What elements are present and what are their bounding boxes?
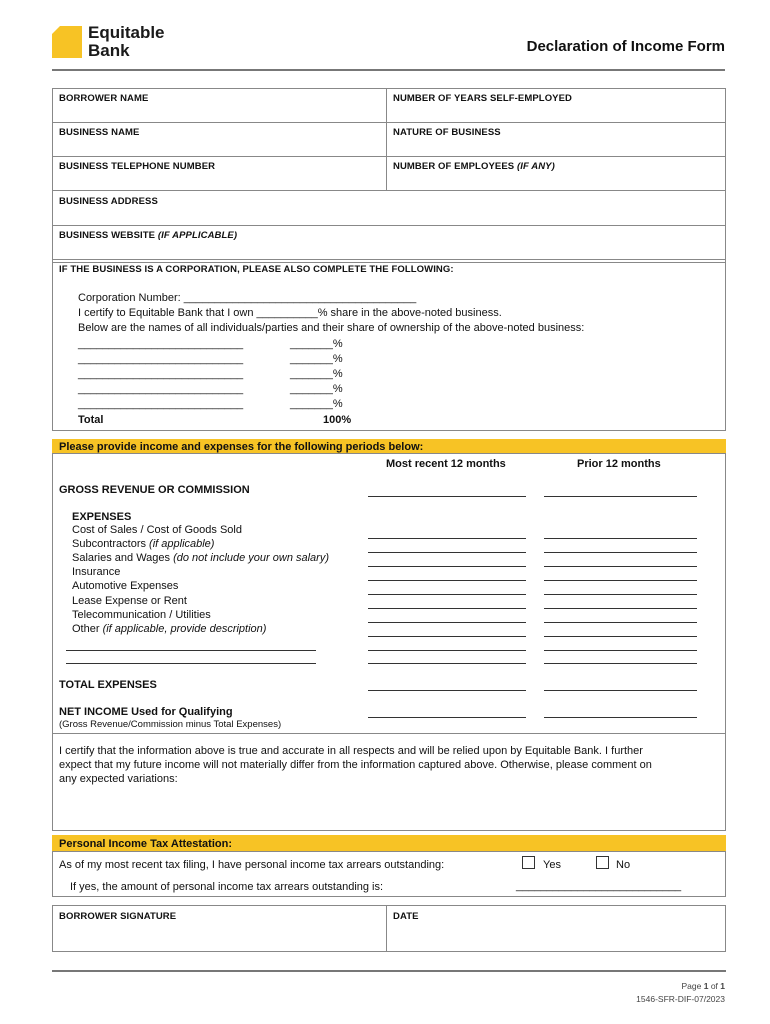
expense-label: Subcontractors (if applicable) bbox=[72, 538, 215, 550]
expense-prior-input[interactable] bbox=[544, 663, 697, 664]
ownership-total-label: Total bbox=[78, 414, 104, 426]
years-self-employed-field[interactable] bbox=[393, 93, 572, 104]
gross-revenue-prior-input[interactable] bbox=[544, 496, 697, 497]
grid-divider bbox=[52, 190, 726, 191]
business-website-label: BUSINESS WEBSITE bbox=[59, 230, 156, 241]
years-self-employed-label: NUMBER OF YEARS SELF-EMPLOYED bbox=[393, 93, 573, 104]
expense-label: Other (if applicable, provide description) bbox=[72, 623, 267, 635]
business-name-field[interactable] bbox=[59, 127, 139, 138]
nature-of-business-field[interactable] bbox=[393, 127, 501, 138]
owner-share-field[interactable]: _______% bbox=[290, 368, 343, 380]
brand-name-line1: Equitable bbox=[88, 23, 165, 42]
tax-arrears-yes-label: Yes bbox=[543, 859, 561, 871]
gross-revenue-label: GROSS REVENUE OR COMMISSION bbox=[59, 484, 250, 496]
signature-divider bbox=[386, 905, 387, 952]
tax-arrears-no-checkbox[interactable] bbox=[596, 856, 609, 869]
owner-share-field[interactable]: _______% bbox=[290, 398, 343, 410]
expenses-heading: EXPENSES bbox=[72, 511, 132, 523]
form-code: 1546-SFR-DIF-07/2023 bbox=[636, 994, 725, 1004]
owner-share-field[interactable]: _______% bbox=[290, 353, 343, 365]
other-description-input[interactable] bbox=[66, 663, 316, 664]
expense-recent-input[interactable] bbox=[368, 552, 526, 553]
borrower-signature-label: BORROWER SIGNATURE bbox=[59, 911, 177, 922]
expense-prior-input[interactable] bbox=[544, 580, 697, 581]
business-phone-label: BUSINESS TELEPHONE NUMBER bbox=[59, 161, 216, 172]
ownership-instructions: Below are the names of all individuals/parties and their share of ownership of the above-noted business: bbox=[78, 322, 585, 334]
brand-name-line2: Bank bbox=[88, 41, 130, 60]
owner-name-field[interactable]: ___________________________ bbox=[78, 383, 244, 395]
column-prior: Prior 12 months bbox=[577, 458, 661, 470]
owner-share-field[interactable]: _______% bbox=[290, 338, 343, 350]
expense-label: Telecommunication / Utilities bbox=[72, 609, 211, 621]
ownership-share-field[interactable]: I certify to Equitable Bank that I own __________% share in the above-noted business. bbox=[78, 307, 502, 319]
tax-arrears-amount-input[interactable]: ___________________________ bbox=[516, 880, 682, 892]
corporation-number-field[interactable]: Corporation Number: ______________________________________ bbox=[78, 292, 417, 304]
brand-logo-text bbox=[88, 24, 165, 60]
business-address-field[interactable] bbox=[59, 196, 158, 207]
expense-prior-input[interactable] bbox=[544, 552, 697, 553]
expense-label: Cost of Sales / Cost of Goods Sold bbox=[72, 524, 242, 536]
owner-share-field[interactable]: _______% bbox=[290, 383, 343, 395]
certification-text: expect that my future income will not materially differ from the information captured above. Otherwise, please comment on bbox=[59, 759, 652, 771]
expense-prior-input[interactable] bbox=[544, 566, 697, 567]
date-label: DATE bbox=[393, 911, 419, 922]
title-divider bbox=[52, 69, 725, 71]
expense-recent-input[interactable] bbox=[368, 622, 526, 623]
borrower-name-field[interactable] bbox=[59, 93, 148, 104]
website-note: (IF APPLICABLE) bbox=[157, 230, 238, 241]
expense-label: Automotive Expenses bbox=[72, 580, 179, 592]
expense-prior-input[interactable] bbox=[544, 650, 697, 651]
expense-label: Insurance bbox=[72, 566, 121, 578]
total-expenses-label: TOTAL EXPENSES bbox=[59, 679, 157, 691]
net-income-note: (Gross Revenue/Commission minus Total Expenses) bbox=[59, 719, 282, 730]
footer-divider bbox=[52, 970, 726, 972]
owner-name-field[interactable]: ___________________________ bbox=[78, 398, 244, 410]
grid-divider bbox=[386, 88, 387, 190]
net-income-prior-input[interactable] bbox=[544, 717, 697, 718]
column-recent: Most recent 12 months bbox=[386, 458, 506, 470]
business-address-label: BUSINESS ADDRESS bbox=[59, 196, 158, 207]
page-title: Declaration of Income Form bbox=[526, 38, 725, 55]
borrower-name-label: BORROWER NAME bbox=[59, 93, 149, 104]
employees-label: NUMBER OF EMPLOYEES bbox=[393, 161, 515, 172]
expense-recent-input[interactable] bbox=[368, 650, 526, 651]
expense-prior-input[interactable] bbox=[544, 636, 697, 637]
expense-recent-input[interactable] bbox=[368, 580, 526, 581]
nature-of-business-label: NATURE OF BUSINESS bbox=[393, 127, 501, 138]
grid-divider bbox=[52, 225, 726, 226]
gross-revenue-recent-input[interactable] bbox=[368, 496, 526, 497]
expense-label: Lease Expense or Rent bbox=[72, 595, 187, 607]
certification-text: I certify that the information above is true and accurate in all respects and will be relied upon by Equitable Bank. I further bbox=[59, 745, 643, 757]
other-description-input[interactable] bbox=[66, 650, 316, 651]
business-website-field[interactable] bbox=[59, 230, 237, 241]
tax-arrears-no-label: No bbox=[616, 859, 631, 871]
certification-text: any expected variations: bbox=[59, 773, 178, 785]
tax-arrears-amount-question: If yes, the amount of personal income tax arrears outstanding is: bbox=[70, 881, 384, 893]
expense-label: Salaries and Wages (do not include your own salary) bbox=[72, 552, 330, 564]
expense-recent-input[interactable] bbox=[368, 663, 526, 664]
tax-heading: Personal Income Tax Attestation: bbox=[59, 838, 232, 850]
date-field[interactable] bbox=[393, 911, 419, 922]
business-phone-field[interactable] bbox=[59, 161, 215, 172]
expense-recent-input[interactable] bbox=[368, 594, 526, 595]
expense-recent-input[interactable] bbox=[368, 608, 526, 609]
page-number: Page 1 of 1 bbox=[681, 981, 725, 991]
net-income-recent-input[interactable] bbox=[368, 717, 526, 718]
owner-name-field[interactable]: ___________________________ bbox=[78, 338, 244, 350]
expense-recent-input[interactable] bbox=[368, 538, 526, 539]
certification-divider bbox=[52, 733, 726, 734]
ownership-total-value: 100% bbox=[323, 414, 352, 426]
owner-name-field[interactable]: ___________________________ bbox=[78, 353, 244, 365]
tax-arrears-question: As of my most recent tax filing, I have personal income tax arrears outstanding: bbox=[59, 859, 445, 871]
owner-name-field[interactable]: ___________________________ bbox=[78, 368, 244, 380]
variations-comment-area[interactable] bbox=[59, 788, 719, 826]
corporation-heading: IF THE BUSINESS IS A CORPORATION, PLEASE ALSO COMPLETE THE FOLLOWING: bbox=[59, 264, 454, 275]
expense-prior-input[interactable] bbox=[544, 608, 697, 609]
borrower-signature-field[interactable] bbox=[59, 911, 176, 922]
expense-prior-input[interactable] bbox=[544, 594, 697, 595]
total-expenses-recent-input[interactable] bbox=[368, 690, 526, 691]
employees-note: (IF ANY) bbox=[516, 161, 555, 172]
tax-arrears-yes-checkbox[interactable] bbox=[522, 856, 535, 869]
total-expenses-prior-input[interactable] bbox=[544, 690, 697, 691]
grid-divider bbox=[52, 156, 726, 157]
expense-prior-input[interactable] bbox=[544, 538, 697, 539]
brand-logo-mark-icon bbox=[52, 26, 82, 58]
expense-recent-input[interactable] bbox=[368, 566, 526, 567]
employees-field[interactable] bbox=[393, 161, 555, 172]
business-name-label: BUSINESS NAME bbox=[59, 127, 140, 138]
expense-recent-input[interactable] bbox=[368, 636, 526, 637]
grid-divider bbox=[52, 122, 726, 123]
income-heading: Please provide income and expenses for the following periods below: bbox=[59, 441, 424, 453]
expense-prior-input[interactable] bbox=[544, 622, 697, 623]
net-income-label: NET INCOME Used for Qualifying bbox=[59, 706, 233, 718]
